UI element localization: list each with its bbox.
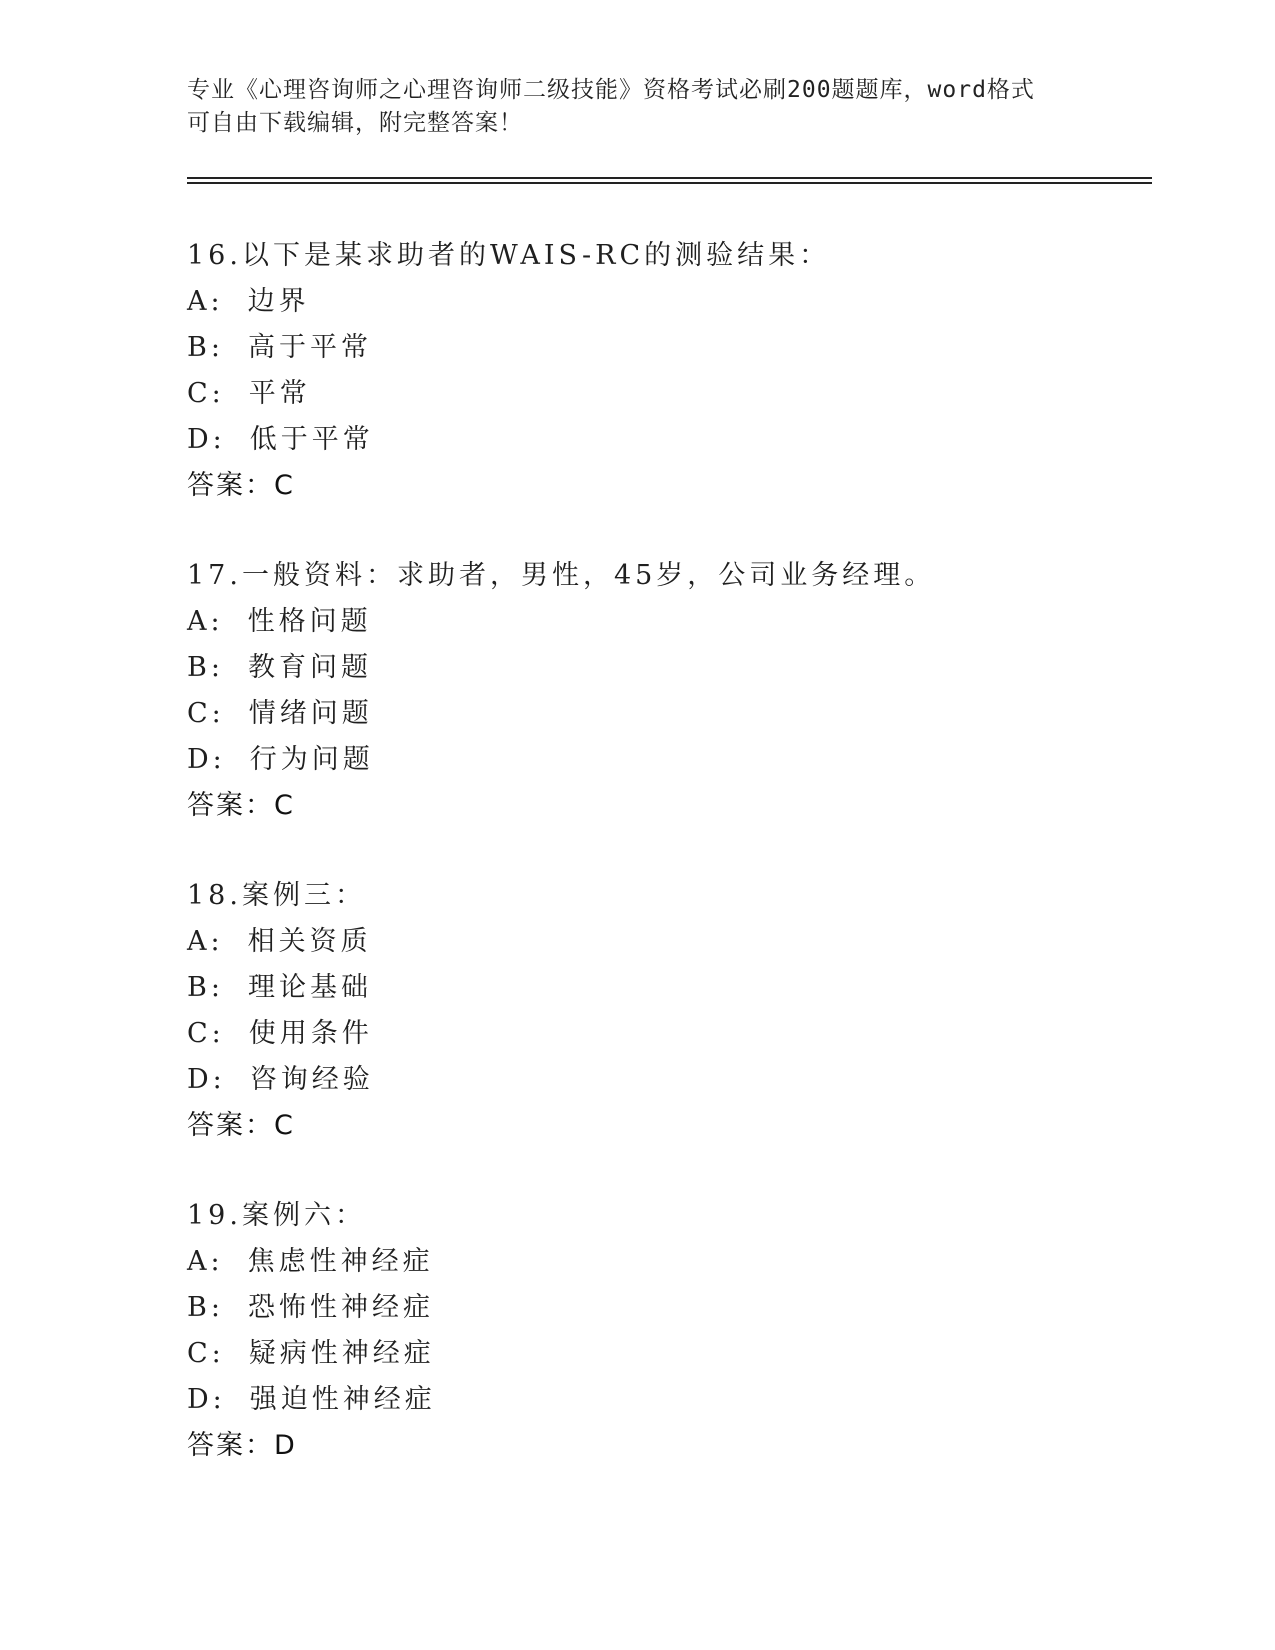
option-key: A: — [187, 606, 224, 637]
answer-line: 答案：C — [187, 790, 295, 821]
question-stem: 16.以下是某求助者的WAIS-RC的测验结果： — [187, 240, 831, 271]
option-key: B: — [187, 1292, 224, 1323]
option-text: 边界 — [247, 286, 310, 317]
option-key: D: — [187, 424, 226, 455]
option-text: 理论基础 — [247, 972, 372, 1003]
option-c — [187, 691, 1147, 737]
option-text: 咨询经验 — [249, 1064, 374, 1095]
option-b — [187, 645, 1147, 691]
option-key: C: — [187, 1338, 225, 1369]
option-key: C: — [187, 378, 225, 409]
option-key: D: — [187, 1384, 226, 1415]
option-c — [187, 1331, 1147, 1377]
question-block — [187, 233, 1147, 509]
option-key: A: — [187, 926, 224, 957]
header-divider-top — [187, 177, 1152, 179]
option-text: 低于平常 — [249, 424, 374, 455]
option-c — [187, 371, 1147, 417]
document-header — [187, 74, 1087, 140]
option-key: D: — [187, 1064, 226, 1095]
option-b — [187, 1285, 1147, 1331]
header-line-2: 可自由下载编辑，附完整答案！ — [187, 110, 523, 136]
option-text: 使用条件 — [248, 1018, 373, 1049]
option-a — [187, 1239, 1147, 1285]
question-stem: 19.案例六： — [187, 1200, 366, 1231]
option-key: C: — [187, 1018, 225, 1049]
question-stem: 18.案例三： — [187, 880, 366, 911]
option-c — [187, 1011, 1147, 1057]
question-block — [187, 1193, 1147, 1469]
option-text: 行为问题 — [249, 744, 374, 775]
option-key: B: — [187, 972, 224, 1003]
option-d — [187, 1057, 1147, 1103]
option-key: A: — [187, 286, 224, 317]
option-b — [187, 325, 1147, 371]
option-text: 相关资质 — [247, 926, 372, 957]
question-stem: 17.一般资料：求助者，男性，45岁，公司业务经理。 — [187, 560, 936, 591]
answer-line: 答案：D — [187, 1430, 297, 1461]
question-block — [187, 553, 1147, 829]
header-line-1: 专业《心理咨询师之心理咨询师二级技能》资格考试必刷200题题库，word格式 — [187, 77, 1035, 103]
option-d — [187, 737, 1147, 783]
option-text: 焦虑性神经症 — [247, 1246, 434, 1277]
option-key: D: — [187, 744, 226, 775]
option-text: 情绪问题 — [248, 698, 373, 729]
option-b — [187, 965, 1147, 1011]
option-key: B: — [187, 652, 224, 683]
option-text: 恐怖性神经症 — [247, 1292, 434, 1323]
option-text: 疑病性神经症 — [248, 1338, 435, 1369]
option-text: 高于平常 — [247, 332, 372, 363]
option-text: 教育问题 — [247, 652, 372, 683]
option-key: C: — [187, 698, 225, 729]
answer-line: 答案：C — [187, 1110, 295, 1141]
question-block — [187, 873, 1147, 1149]
option-a — [187, 279, 1147, 325]
header-divider-bottom — [187, 182, 1152, 184]
option-text: 平常 — [248, 378, 311, 409]
option-key: A: — [187, 1246, 224, 1277]
option-d — [187, 1377, 1147, 1423]
option-d — [187, 417, 1147, 463]
option-text: 性格问题 — [247, 606, 372, 637]
option-key: B: — [187, 332, 224, 363]
option-a — [187, 919, 1147, 965]
option-a — [187, 599, 1147, 645]
option-text: 强迫性神经症 — [249, 1384, 436, 1415]
answer-line: 答案：C — [187, 470, 295, 501]
